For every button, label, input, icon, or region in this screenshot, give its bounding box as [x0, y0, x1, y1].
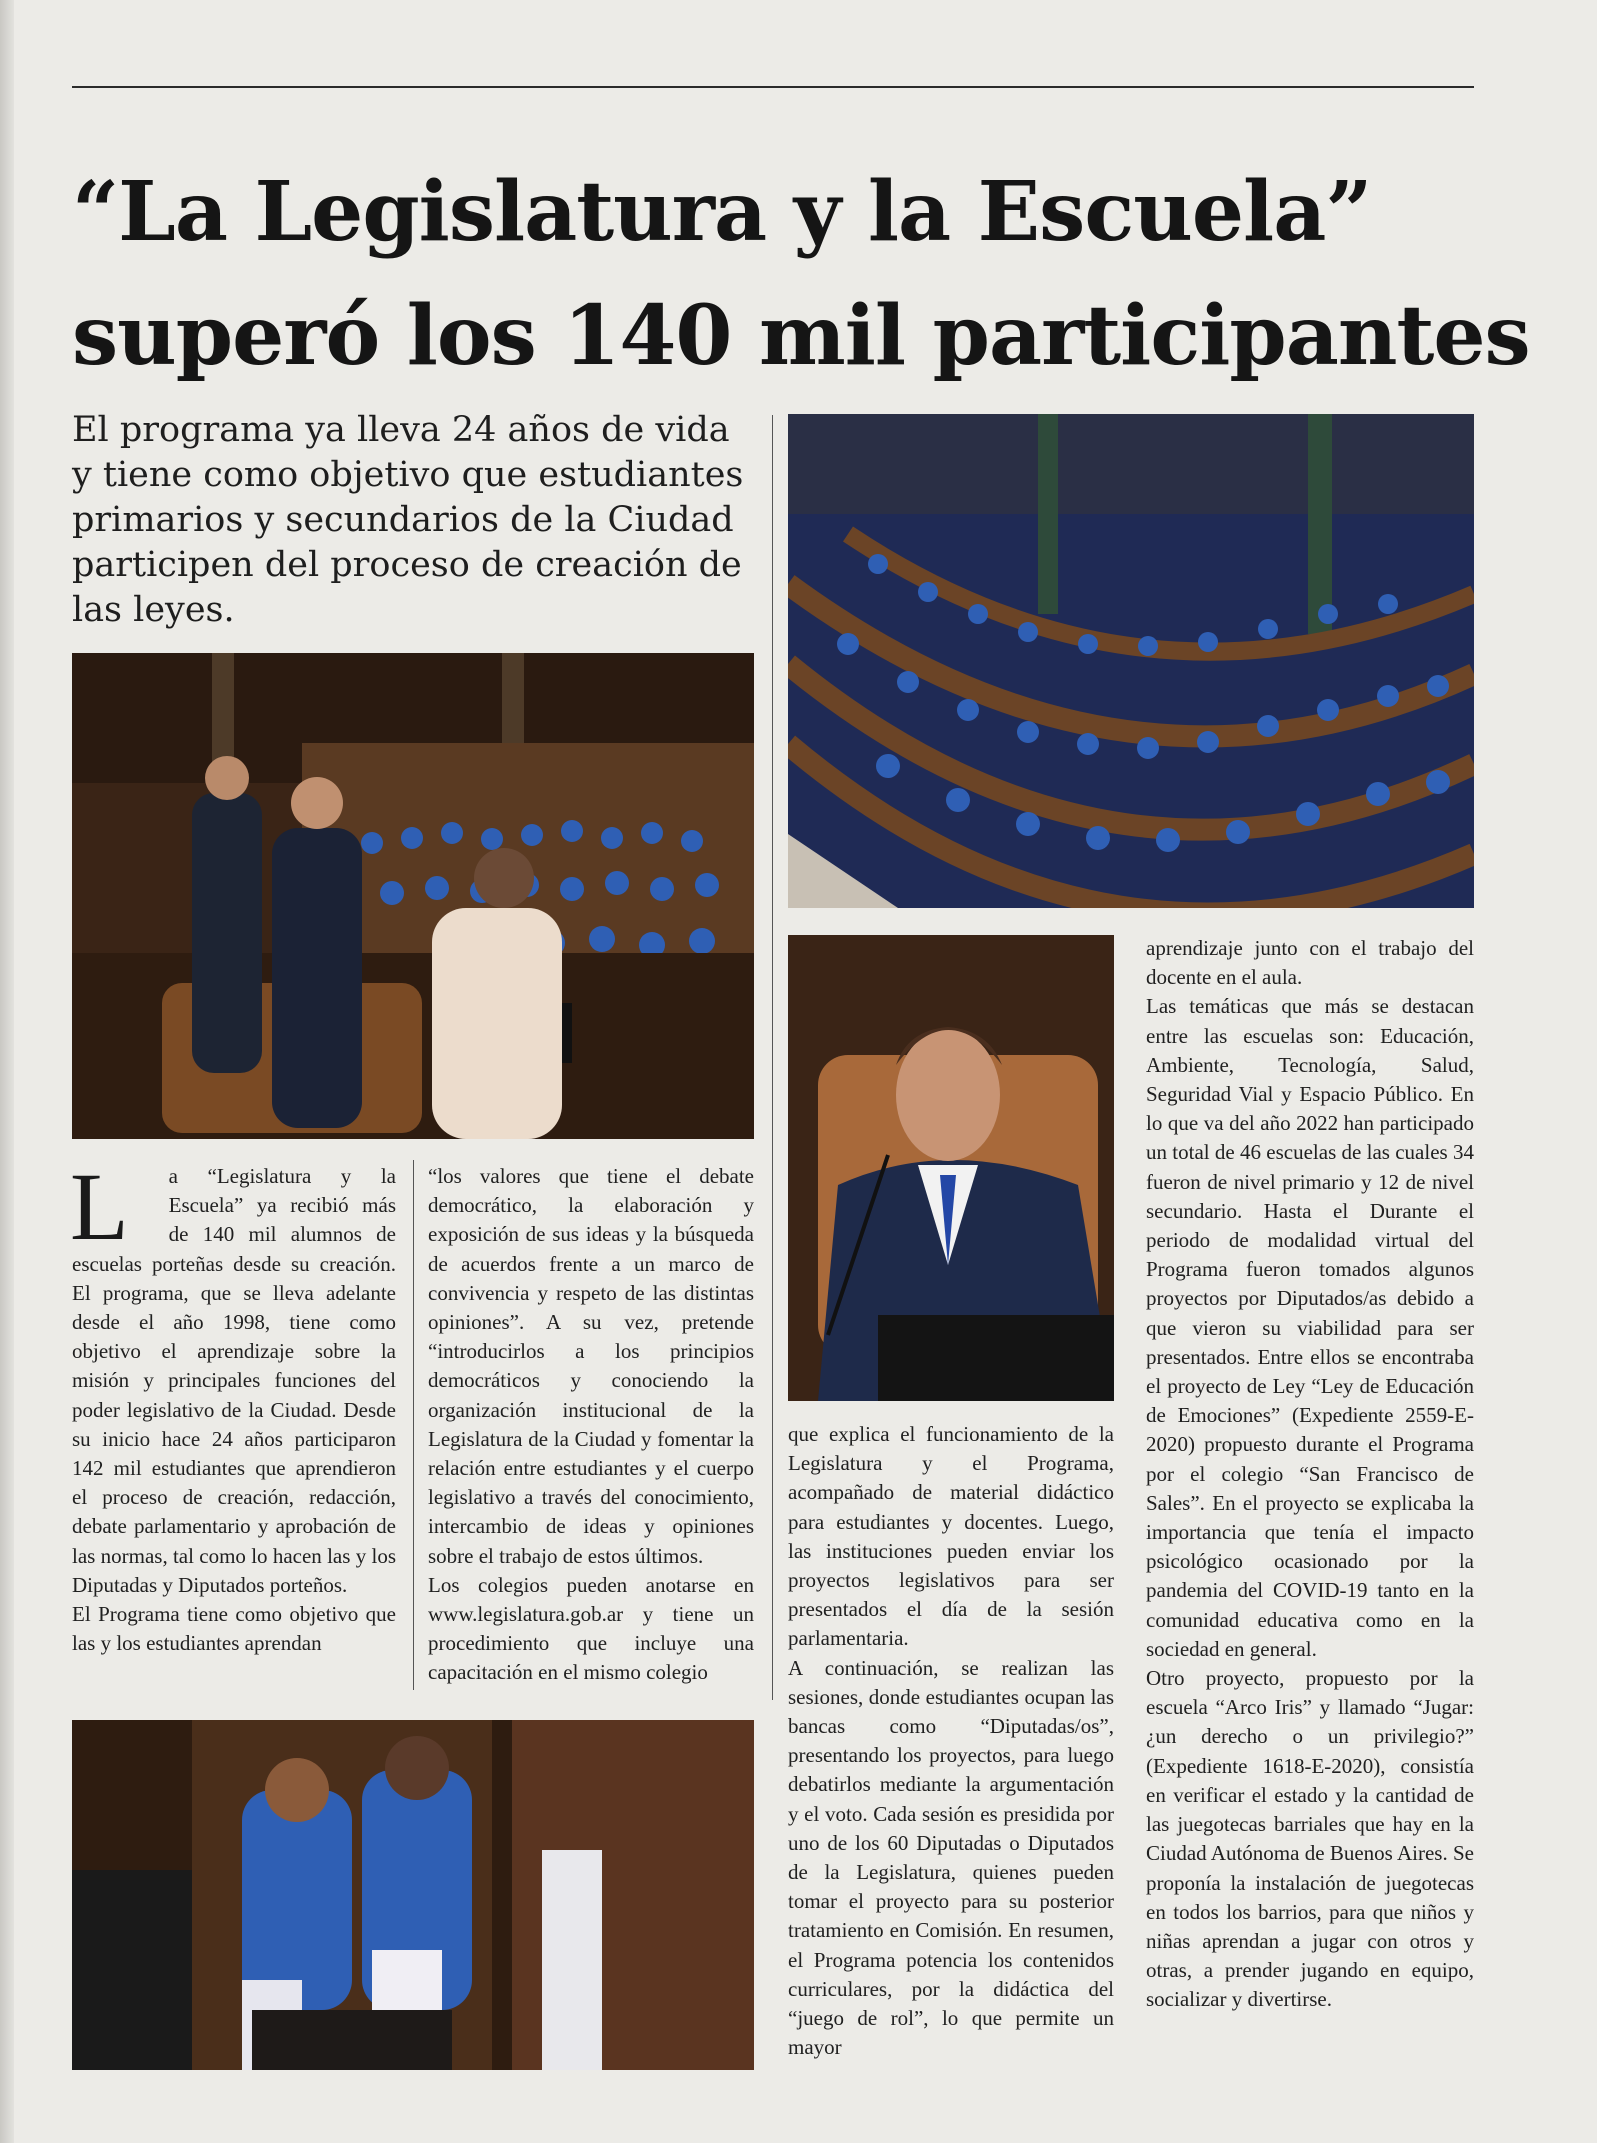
body-paragraph-5: que explica el funcionamiento de la Legislatura y el Programa, acompañado de material didáctico para estudiantes y docentes. Luego, las instituciones pueden enviar los proyectos legislativos para ser presentados el día de la sesión parlamentaria.: [788, 1422, 1114, 1651]
headline-line-1: “La Legislatura y la Escuela”: [72, 164, 1372, 260]
body-column-3: [788, 1420, 1114, 2062]
body-paragraph-3: “los valores que tiene el debate democrático, la elaboración y exposición de sus ideas y la búsqueda de acuerdos frente a un marco de convivencia y respeto de las distintas opiniones”. A su vez, pretende “introducirlos a los principios democráticos y conociendo la organización institucional de la Legislatura de la Ciudad y fomentar la relación entre estudiantes y el cuerpo legislativo a través del conocimiento, intercambio de ideas y opiniones sobre el trabajo de estos últimos.: [428, 1164, 754, 1568]
photo-students-with-bags: [72, 1720, 754, 2070]
column-rule-1: [772, 415, 773, 1700]
body-column-1: [70, 1153, 396, 1658]
dropcap-letter: L: [70, 1153, 129, 1260]
body-paragraph-1: [70, 1153, 396, 1600]
body-paragraph-7: aprendizaje junto con el trabajo del docente en el aula.: [1146, 936, 1474, 990]
body-paragraph-8: Las temáticas que más se destacan entre las escuelas son: Educación, Ambiente, Tecnología, Salud, Seguridad Vial y Espacio Público. En lo que va del año 2022 han participado un total de 46 escuelas de las cuales 34 fueron de nivel primario y 12 de nivel secundario. Hasta el Durante el periodo de modalidad virtual del Programa fueron tomados algunos proyectos por Diputados/as debido a que vieron su viabilidad para ser presentados. Entre ellos se encontraba el proyecto de Ley “Ley de Educación de Emociones” (Expediente 2559-E-2020) propuesto durante el Programa por el colegio “San Francisco de Sales”. En el proyecto se explicaba la importancia que tenía el impacto psicológico ocasionado por la pandemia del COVID-19 tanto en la comunidad educativa como en la sociedad en general.: [1146, 994, 1474, 1661]
deck-subtitle: El programa ya lleva 24 años de vida y tiene como objetivo que estudiantes primarios y secundarios de la Ciudad participen del proceso de creación de las leyes.: [72, 410, 744, 630]
top-rule: [72, 86, 1474, 88]
body-paragraph-2: El Programa tiene como objetivo que las y los estudiantes aprendan: [72, 1602, 396, 1656]
headline-line-2: superó los 140 mil participantes: [72, 288, 1530, 384]
body-paragraph-4: Los colegios pueden anotarse en www.legislatura.gob.ar y tiene un procedimiento que incluye una capacitación en el mismo colegio: [428, 1572, 754, 1685]
page-edge: [0, 0, 14, 2143]
body-paragraph-1-text: a “Legislatura y la Escuela” ya recibió más de 140 mil alumnos de escuelas porteñas desde su creación. El programa, que se lleva adelante desde el año 1998, tiene como objetivo el aprendizaje sobre la misión y principales funciones del poder legislativo de la Ciudad. Desde su inicio hace 24 años participaron 142 mil estudiantes que aprendieron el proceso de creación, redacción, debate parlamentario y aprobación de las normas, tal como lo hacen las y los Diputadas y Diputados porteños.: [72, 1164, 396, 1597]
photo-legislator-speaking: [788, 935, 1114, 1401]
photo-officials-in-chamber: [72, 653, 754, 1139]
body-column-4: [1146, 934, 1474, 2015]
body-paragraph-6: A continuación, se realizan las sesiones, donde estudiantes ocupan las bancas como “Diputadas/os”, presentando los proyectos, para luego debatirlos mediante la argumentación y el voto. Cada sesión es presidida por uno de los 60 Diputadas o Diputados de la Legislatura, quienes pueden tomar el proyecto para su posterior tratamiento en Comisión. En resumen, el Programa potencia los contenidos curriculares, por la didáctica del “juego de rol”, lo que permite un mayor: [788, 1655, 1114, 2060]
column-rule-2: [413, 1160, 414, 1690]
headline: [72, 150, 1530, 398]
body-paragraph-9: Otro proyecto, propuesto por la escuela “Arco Iris” y llamado “Jugar: ¿un derecho o un privilegio?” (Expediente 1618-E-2020), consistía en verificar el estado y la cantidad de las juegotecas barriales que hay en la Ciudad Autónoma de Buenos Aires. Se proponía la instalación de juegotecas en todos los barrios, para que niños y niñas aprendan a jugar con otros y otras, a prender jugando en equipo, socializar y divertirse.: [1146, 1666, 1474, 2012]
body-column-2: [428, 1162, 754, 1688]
photo-chamber-overview: [788, 414, 1474, 908]
